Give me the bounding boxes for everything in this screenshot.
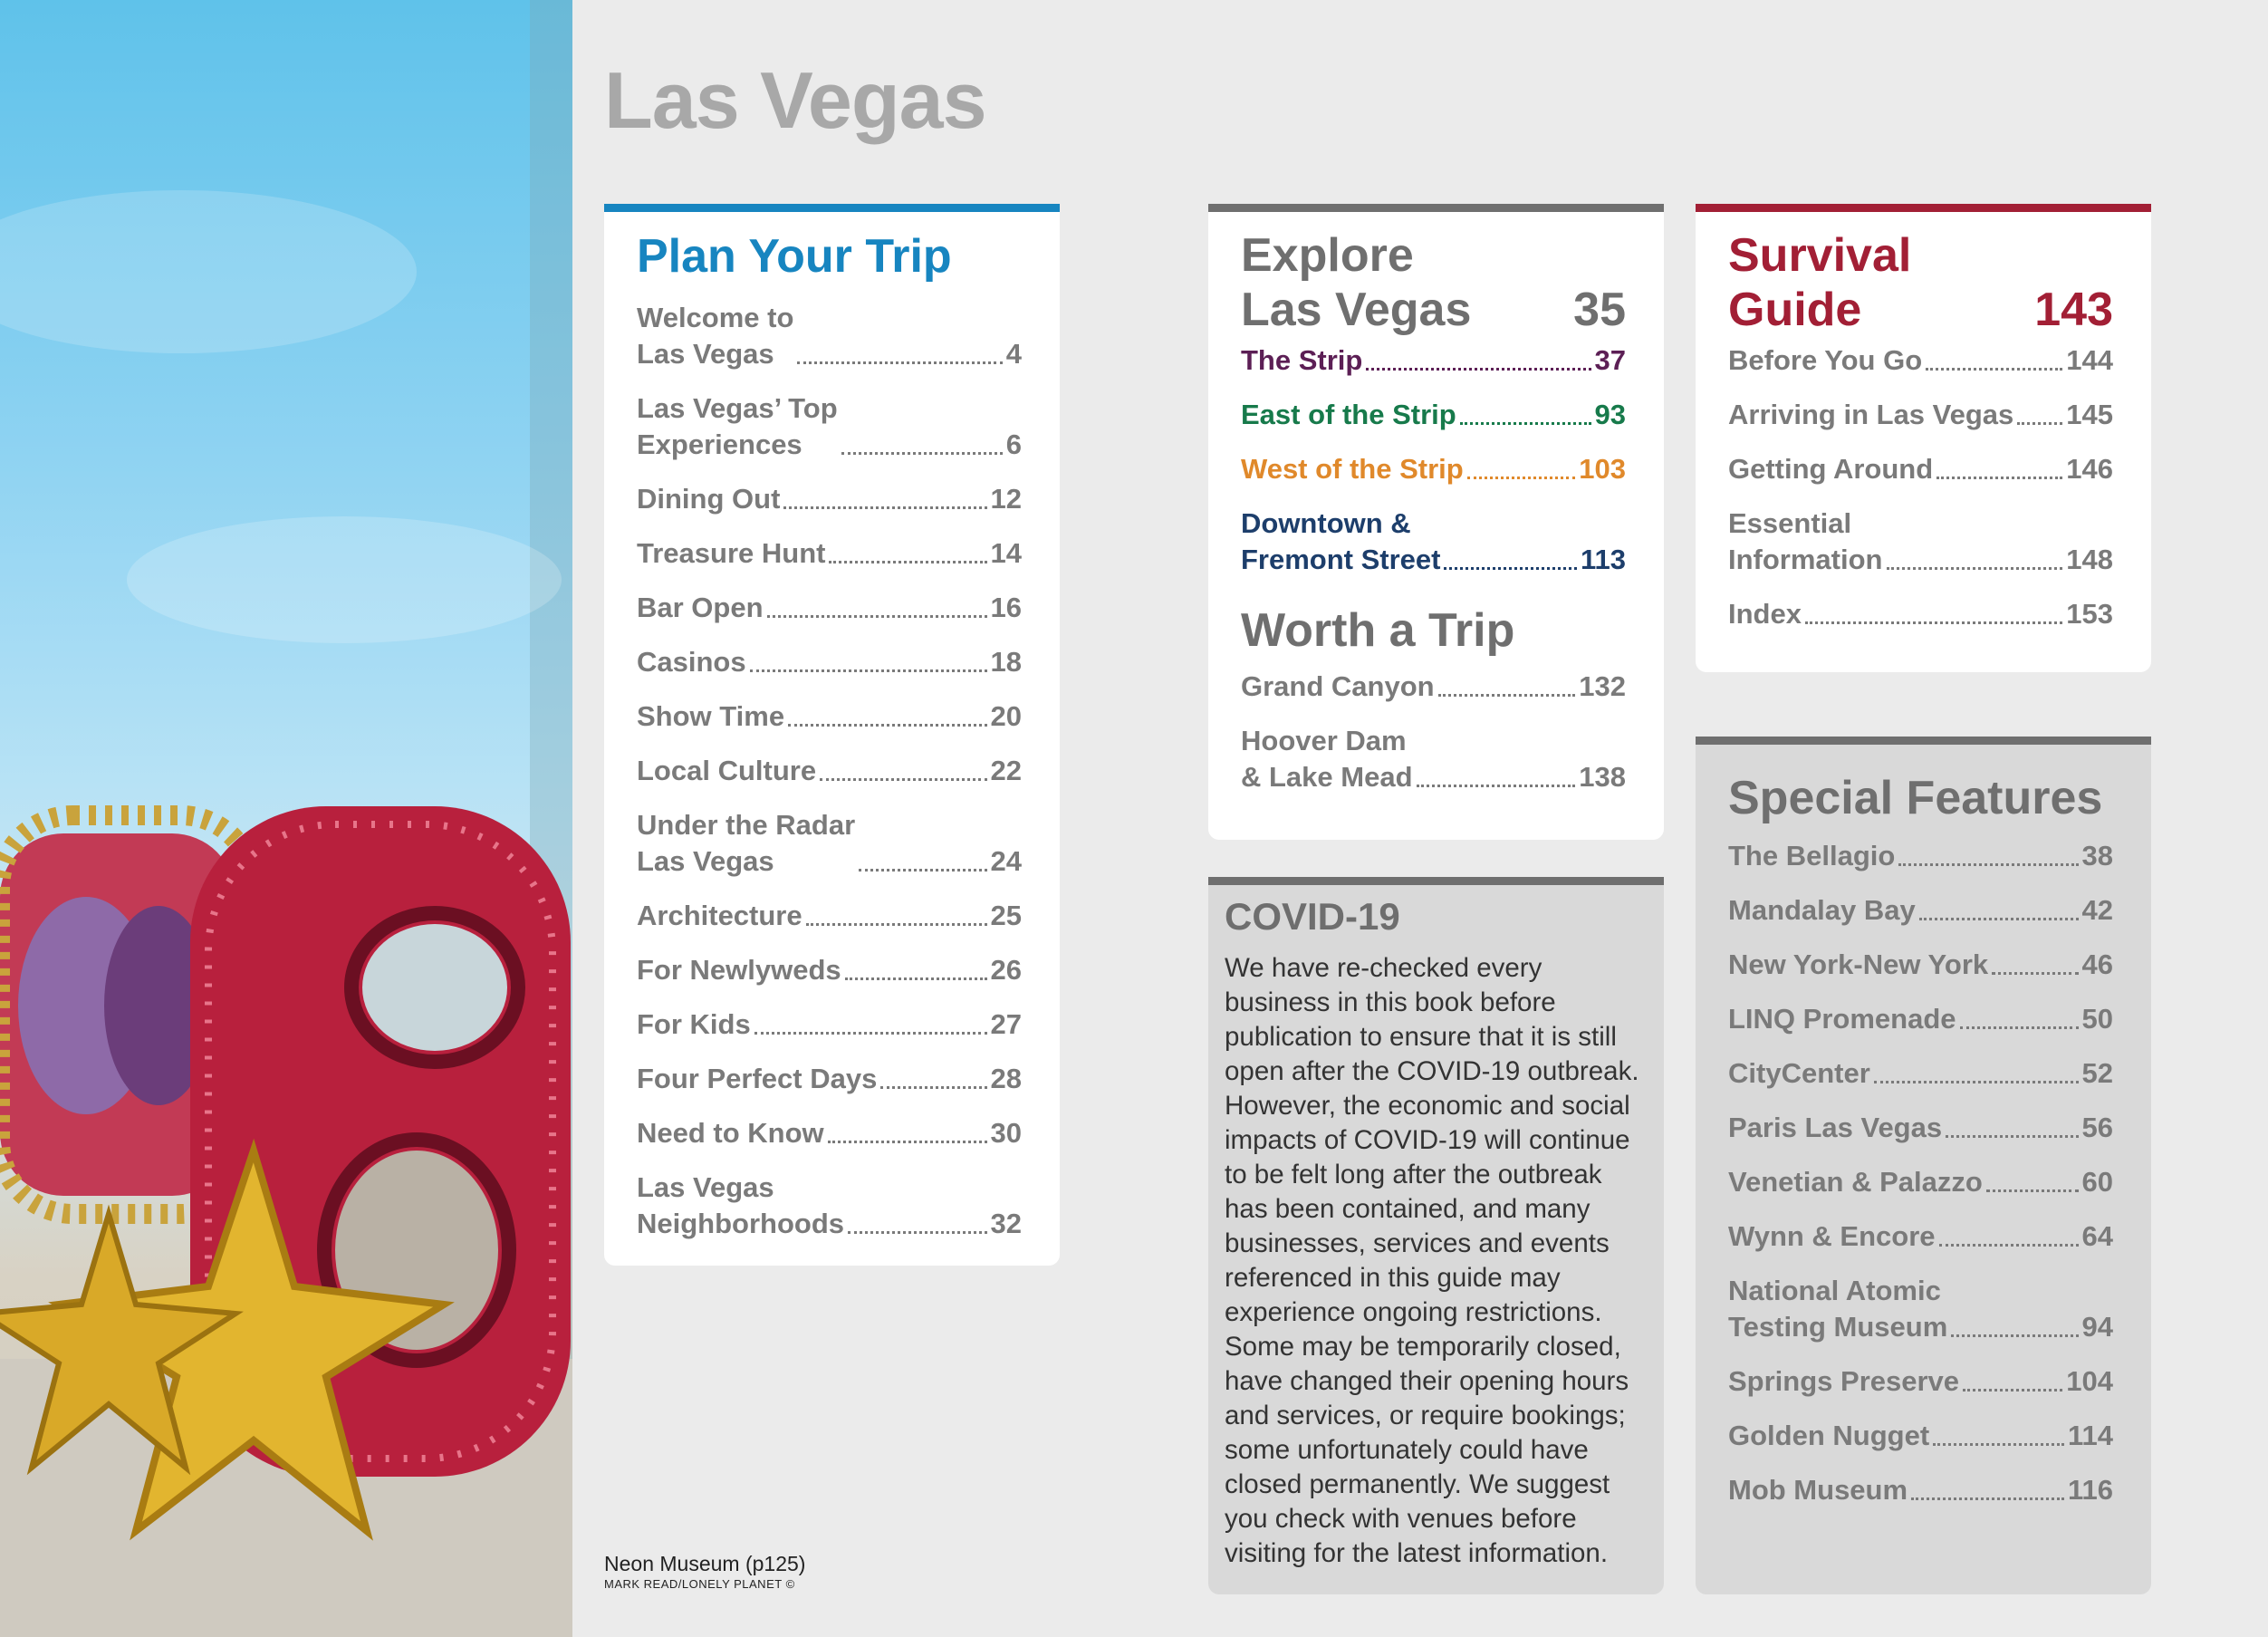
toc-entry-label: CityCenter [1728, 1057, 1870, 1089]
toc-entry-page: 6 [1005, 429, 1022, 460]
toc-entry-label: Under the Radar Las Vegas [637, 809, 856, 877]
toc-entry[interactable] [1728, 1110, 2113, 1146]
toc-entry-label: Paris Las Vegas [1728, 1112, 1943, 1143]
survival-toc-list [1728, 342, 2113, 632]
dot-leader [754, 1032, 987, 1035]
explore-accent-bar [1208, 204, 1664, 212]
toc-entry-label: Welcome to Las Vegas [637, 302, 794, 370]
toc-entry-page: 22 [990, 755, 1022, 786]
caption-text: Neon Museum (p125) [604, 1552, 806, 1575]
toc-entry[interactable] [1728, 1363, 2113, 1400]
toc-entry-label: Hoover Dam & Lake Mead [1241, 725, 1413, 793]
dot-leader [1874, 1081, 2079, 1083]
dot-leader [1887, 567, 2063, 570]
dot-leader [845, 977, 987, 980]
dot-leader [750, 669, 987, 672]
toc-entry-label: Four Perfect Days [637, 1063, 878, 1094]
toc-entry-label: The Strip [1241, 344, 1363, 376]
dot-leader [828, 1141, 987, 1143]
toc-entry-page: 27 [990, 1008, 1022, 1040]
toc-entry-label: New York-New York [1728, 948, 1989, 980]
toc-entry-label: Mandalay Bay [1728, 894, 1916, 926]
toc-entry-page: 114 [2067, 1420, 2113, 1451]
neon-sign-illustration [0, 0, 572, 1637]
toc-entry[interactable] [637, 1061, 1022, 1097]
special-features-list [1728, 838, 2113, 1508]
toc-entry-page: 37 [1594, 344, 1626, 376]
dot-leader [806, 923, 987, 926]
toc-entry[interactable] [1728, 1001, 2113, 1037]
toc-entry-page: 144 [2066, 344, 2113, 376]
toc-entry-page: 94 [2081, 1311, 2113, 1343]
toc-entry-page: 153 [2066, 598, 2113, 630]
toc-entry-label: Casinos [637, 646, 746, 678]
toc-entry[interactable] [1728, 1164, 2113, 1200]
toc-entry[interactable] [1728, 892, 2113, 929]
covid-heading: COVID-19 [1225, 895, 1400, 938]
toc-entry[interactable] [637, 753, 1022, 789]
toc-entry-page: 60 [2081, 1166, 2113, 1198]
toc-entry-page: 56 [2081, 1112, 2113, 1143]
toc-entry[interactable] [1728, 596, 2113, 632]
toc-entry[interactable] [1728, 1273, 2113, 1345]
dot-leader [1933, 1443, 2064, 1446]
page-title: Las Vegas [604, 55, 986, 145]
toc-entry-page: 116 [2067, 1474, 2113, 1506]
toc-entry-label: National Atomic Testing Museum [1728, 1275, 1948, 1343]
toc-entry[interactable] [637, 1006, 1022, 1043]
toc-entry-label: Downtown & Fremont Street [1241, 507, 1441, 575]
toc-entry[interactable] [637, 535, 1022, 572]
dot-leader [1919, 918, 2079, 920]
dot-leader [1460, 422, 1591, 425]
toc-entry-label: Local Culture [637, 755, 817, 786]
plan-heading-text: Plan Your Trip [637, 230, 952, 283]
toc-entry-page: 16 [990, 592, 1022, 623]
toc-entry-label: Las Vegas Neighborhoods [637, 1171, 845, 1239]
covid-body-text: We have re-checked every business in this book before publication to ensure that it is still open after the COVID-19 outbreak. However, the economic and social impacts of COVID-19 will continue to be felt long after the outbreak has been contained, and many businesses, services and events referenced in this guide may experience ongoing restrictions. Some may be temporarily closed, have changed their opening hours and services, or require bookings; some unfortunately could have closed permanently. We suggest you check with venues before visiting for the latest information. [1225, 953, 1639, 1568]
survival-guide-panel [1696, 204, 2151, 672]
dot-leader [1926, 368, 2062, 371]
dot-leader [1946, 1135, 2078, 1138]
toc-entry-label: Mob Museum [1728, 1474, 1908, 1506]
dot-leader [1366, 368, 1590, 371]
special-heading: Special Features [1728, 772, 2103, 824]
dot-leader [841, 452, 1003, 455]
dot-leader [1960, 1026, 2079, 1029]
toc-entry[interactable] [1728, 947, 2113, 983]
toc-entry-page: 138 [1579, 761, 1626, 793]
toc-entry-page: 145 [2066, 399, 2113, 430]
toc-entry-label: Architecture [637, 900, 802, 931]
toc-entry[interactable] [1728, 1472, 2113, 1508]
toc-entry-page: 25 [990, 900, 1022, 931]
toc-entry[interactable] [637, 952, 1022, 988]
toc-entry-page: 42 [2081, 894, 2113, 926]
dot-leader [1467, 477, 1576, 479]
toc-entry-label: Golden Nugget [1728, 1420, 1930, 1451]
plan-heading [637, 231, 1022, 282]
toc-entry-page: 113 [1580, 544, 1626, 575]
dot-leader [1911, 1497, 2064, 1500]
toc-entry-label: Essential Information [1728, 507, 1883, 575]
toc-entry-label: LINQ Promenade [1728, 1003, 1956, 1035]
toc-entry[interactable] [1728, 1218, 2113, 1255]
plan-your-trip-panel [604, 204, 1060, 1266]
dot-leader [1951, 1334, 2078, 1337]
toc-entry-label: Show Time [637, 700, 785, 732]
dot-leader [829, 561, 986, 563]
toc-entry-page: 30 [990, 1117, 1022, 1149]
special-accent-bar [1696, 737, 2151, 745]
toc-entry-page: 50 [2081, 1003, 2113, 1035]
toc-entry[interactable] [1241, 451, 1626, 487]
dot-leader [1417, 785, 1576, 787]
toc-entry-label: Springs Preserve [1728, 1365, 1960, 1397]
toc-entry[interactable] [1241, 723, 1626, 795]
toc-entry-label: East of the Strip [1241, 399, 1456, 430]
toc-entry-label: Venetian & Palazzo [1728, 1166, 1983, 1198]
covid-accent-bar [1208, 877, 1664, 885]
toc-entry-page: 38 [2081, 840, 2113, 871]
toc-entry-label: Grand Canyon [1241, 670, 1435, 702]
toc-entry-page: 18 [990, 646, 1022, 678]
toc-entry[interactable] [1241, 342, 1626, 379]
toc-entry-page: 32 [990, 1208, 1022, 1239]
toc-entry[interactable] [1728, 838, 2113, 874]
dot-leader [783, 506, 986, 509]
toc-entry[interactable] [1728, 1418, 2113, 1454]
toc-entry[interactable] [637, 898, 1022, 934]
covid-panel [1208, 877, 1664, 1594]
toc-entry-label: Need to Know [637, 1117, 824, 1149]
toc-entry-label: Bar Open [637, 592, 764, 623]
survival-heading [1728, 228, 2113, 337]
dot-leader [1805, 621, 2062, 624]
toc-entry-page: 148 [2066, 544, 2113, 575]
survival-page-number: 143 [2034, 284, 2113, 336]
toc-entry-page: 26 [990, 954, 1022, 986]
dot-leader [1992, 972, 2078, 975]
toc-entry-page: 52 [2081, 1057, 2113, 1089]
cover-photo [0, 0, 572, 1637]
toc-entry-page: 146 [2066, 453, 2113, 485]
toc-entry-page: 4 [1005, 338, 1022, 370]
worth-a-trip-heading: Worth a Trip [1241, 604, 1515, 657]
photo-caption [604, 1551, 805, 1593]
toc-entry[interactable] [637, 590, 1022, 626]
toc-entry[interactable] [637, 1170, 1022, 1242]
toc-entry[interactable] [637, 807, 1022, 880]
toc-entry-label: Before You Go [1728, 344, 1923, 376]
plan-toc-list [637, 300, 1022, 1242]
toc-entry-page: 93 [1594, 399, 1626, 430]
toc-entry[interactable] [637, 644, 1022, 680]
toc-entry[interactable] [637, 300, 1022, 372]
toc-entry[interactable] [1728, 1055, 2113, 1092]
dot-leader [767, 615, 987, 618]
toc-entry-label: The Bellagio [1728, 840, 1896, 871]
worth-a-trip-list [1241, 669, 1626, 795]
toc-entry-page: 46 [2081, 948, 2113, 980]
toc-entry-label: Index [1728, 598, 1802, 630]
toc-entry[interactable] [637, 481, 1022, 517]
toc-entry-page: 24 [990, 845, 1022, 877]
toc-entry[interactable] [637, 1115, 1022, 1151]
toc-entry-label: For Kids [637, 1008, 751, 1040]
explore-page-number: 35 [1573, 284, 1626, 336]
special-features-panel [1696, 737, 2151, 1594]
toc-entry-page: 12 [990, 483, 1022, 515]
toc-entry[interactable] [1241, 397, 1626, 433]
dot-leader [1963, 1389, 2062, 1391]
dot-leader [1438, 694, 1576, 697]
toc-entry-page: 104 [2066, 1365, 2113, 1397]
toc-entry[interactable] [637, 390, 1022, 463]
dot-leader [797, 361, 1002, 364]
dot-leader [1939, 1244, 2079, 1247]
explore-heading [1241, 228, 1626, 337]
toc-entry[interactable] [1728, 397, 2113, 433]
toc-entry-label: Getting Around [1728, 453, 1934, 485]
toc-entry-label: West of the Strip [1241, 453, 1464, 485]
toc-entry-label: Dining Out [637, 483, 781, 515]
toc-entry[interactable] [1241, 669, 1626, 705]
toc-entry-page: 28 [990, 1063, 1022, 1094]
explore-heading-line2: Las Vegas [1241, 284, 1472, 336]
dot-leader [1898, 863, 2078, 866]
dot-leader [1986, 1189, 2079, 1192]
toc-entry[interactable] [1728, 451, 2113, 487]
dot-leader [880, 1086, 986, 1089]
survival-heading-line2: Guide [1728, 284, 1862, 336]
toc-entry-page: 103 [1579, 453, 1626, 485]
explore-heading-line1: Explore [1241, 229, 1414, 282]
toc-entry[interactable] [637, 698, 1022, 735]
plan-accent-bar [604, 204, 1060, 212]
toc-entry-page: 20 [990, 700, 1022, 732]
dot-leader [848, 1231, 986, 1234]
toc-entry[interactable] [1241, 506, 1626, 578]
toc-entry[interactable] [1728, 342, 2113, 379]
survival-accent-bar [1696, 204, 2151, 212]
toc-entry-label: Arriving in Las Vegas [1728, 399, 2014, 430]
toc-entry-label: Treasure Hunt [637, 537, 826, 569]
toc-entry[interactable] [1728, 506, 2113, 578]
dot-leader [1936, 477, 2062, 479]
photo-credit: MARK READ/LONELY PLANET © [604, 1577, 795, 1591]
dot-leader [2017, 422, 2062, 425]
dot-leader [1444, 567, 1577, 570]
survival-heading-line1: Survival [1728, 229, 1912, 282]
explore-toc-list [1241, 342, 1626, 578]
toc-entry-label: For Newlyweds [637, 954, 841, 986]
dot-leader [859, 869, 986, 871]
toc-entry-label: Las Vegas’ Top Experiences [637, 392, 838, 460]
explore-panel [1208, 204, 1664, 840]
toc-entry-page: 14 [990, 537, 1022, 569]
toc-entry-label: Wynn & Encore [1728, 1220, 1936, 1252]
toc-entry-page: 64 [2081, 1220, 2113, 1252]
dot-leader [788, 724, 986, 727]
toc-entry-page: 132 [1579, 670, 1626, 702]
dot-leader [820, 778, 986, 781]
